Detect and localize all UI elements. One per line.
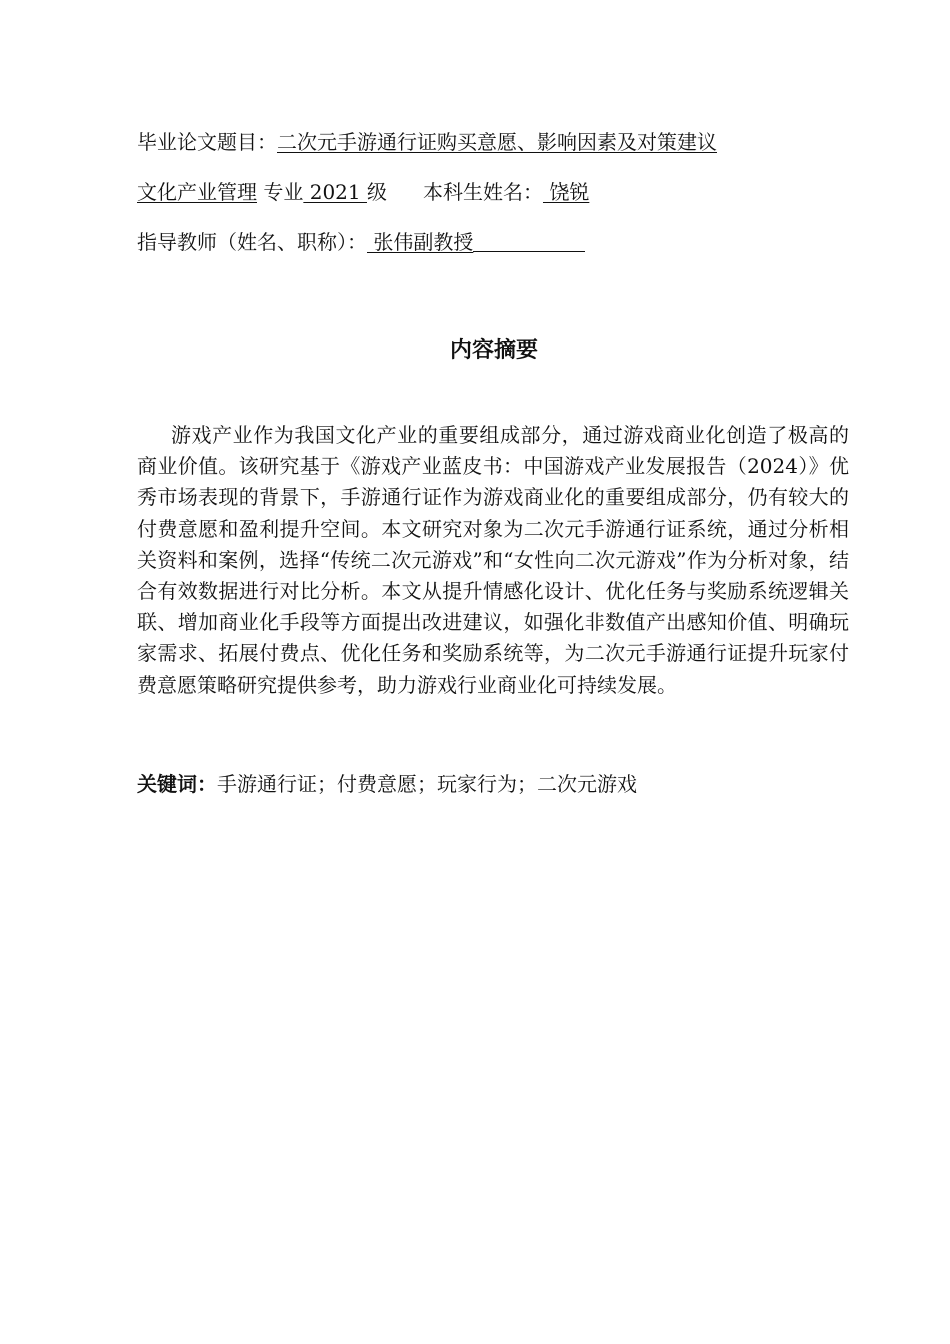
keywords-line <box>137 770 637 798</box>
major-label: 专业 <box>257 180 304 204</box>
advisor-line <box>137 228 585 256</box>
advisor-value: 张伟副教授 <box>367 230 474 254</box>
major-value: 文化产业管理 <box>137 180 257 204</box>
abstract-heading: 内容摘要 <box>449 338 538 363</box>
major-student-line <box>137 178 589 206</box>
student-name-label: 本科生姓名： <box>422 180 543 204</box>
thesis-title-value: 二次元手游通行证购买意愿、影响因素及对策建议 <box>277 130 717 154</box>
keywords-label: 关键词： <box>137 772 217 796</box>
grade-value: 2021 <box>303 180 367 204</box>
student-name-value: 饶锐 <box>542 180 590 204</box>
abstract-body: 游戏产业作为我国文化产业的重要组成部分，通过游戏商业化创造了极高的商业价值。该研究基于《游戏产业蓝皮书：中国游戏产业发展报告（2024）》优秀市场表现的背景下，手游通行证作为游戏商业化的重要组成部分，仍有较大的付费意愿和盈利提升空间。本文研究对象为二次元手游通行证系统，通过分析相关资料和案例，选择“传统二次元游戏”和“女性向二次元游戏”作为分析对象，结合有效数据进行对比分析。本文从提升情感化设计、优化任务与奖励系统逻辑关联、增加商业化手段等方面提出改进建议，如强化非数值产出感知价值、明确玩家需求、拓展付费点、优化任务和奖励系统等，为二次元手游通行证提升玩家付费意愿策略研究提供参考，助力游戏行业商业化可持续发展。 <box>137 423 849 697</box>
thesis-title-label: 毕业论文题目： <box>137 130 277 154</box>
keywords-values: 手游通行证；付费意愿；玩家行为；二次元游戏 <box>217 772 637 796</box>
advisor-blank-underline <box>473 231 585 252</box>
advisor-label: 指导教师（姓名、职称）： <box>137 230 367 254</box>
thesis-title-line <box>137 128 717 156</box>
grade-label: 级 <box>366 180 387 204</box>
